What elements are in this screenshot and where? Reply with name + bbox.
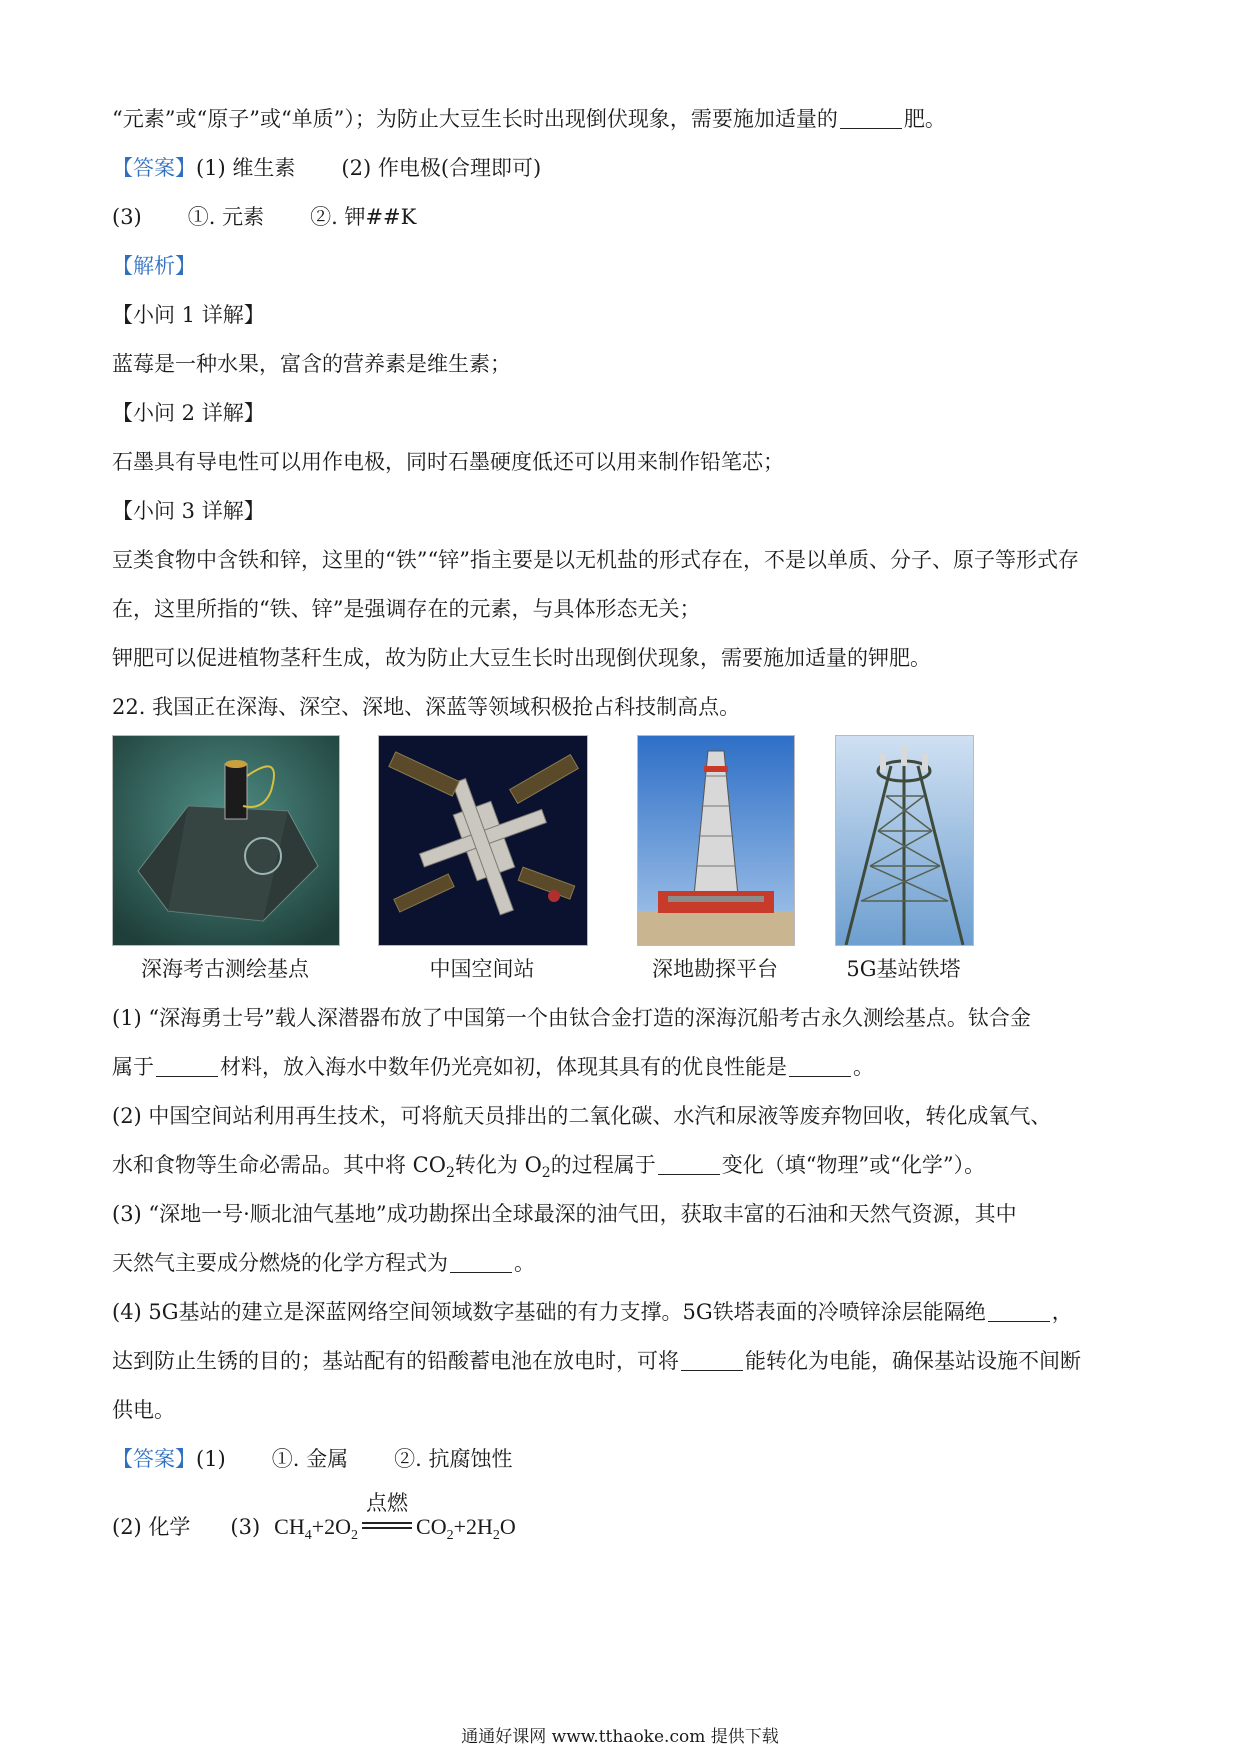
- answer21-part2: (2) 作电极(合理即可): [341, 156, 542, 180]
- prev-question-line: [112, 104, 946, 134]
- answer-blank: [681, 1350, 743, 1371]
- answer22-part1-label: (1): [196, 1447, 226, 1471]
- q1-detail-text: 蓝莓是一种水果，富含的营养素是维生素；: [112, 352, 511, 376]
- answer-blank: [450, 1252, 512, 1273]
- q22-p3-text-b: 。: [514, 1251, 535, 1275]
- reaction-arrow: [360, 1491, 414, 1540]
- q22-p2-text-b: 转化为 O: [454, 1153, 542, 1177]
- q22-p1-line2: [112, 1052, 874, 1082]
- analysis-tag: 【解析】: [112, 254, 196, 278]
- q22-p4-line2: [112, 1346, 1081, 1376]
- answer21-part3-label: (3): [112, 205, 142, 229]
- eq-term: CH: [274, 1514, 305, 1539]
- answer-tag: 【答案】: [112, 1447, 196, 1471]
- q22-p2-text-c: 的过程属于: [550, 1153, 656, 1177]
- prev-question-end: 肥。: [903, 107, 946, 131]
- space-station-image: [378, 735, 588, 946]
- answer-blank: [156, 1056, 218, 1077]
- eq-term: +2O: [311, 1514, 352, 1539]
- q3-detail-text3: 钾肥可以促进植物茎秆生成，故为防止大豆生长时出现倒伏现象，需要施加适量的钾肥。: [112, 646, 931, 670]
- q22-p4-text-c: 达到防止生锈的目的；基站配有的铅酸蓄电池在放电时，可将: [112, 1349, 679, 1373]
- answer22-part1-a: ①. 金属: [271, 1447, 349, 1471]
- answer21-part3-b: ②. 钾##K: [310, 205, 417, 229]
- answer22-part2: (2) 化学: [112, 1515, 191, 1539]
- q22-p4-line1: [112, 1297, 1073, 1327]
- chemical-equation: [274, 1491, 516, 1543]
- q22-p1-text-c: 。: [853, 1055, 874, 1079]
- subscript: 4: [304, 1528, 312, 1543]
- caption-deep-sea: 深海考古测绘基点: [141, 957, 309, 981]
- answer22-line2: [112, 1491, 516, 1553]
- q2-detail-text: 石墨具有导电性可以用作电极，同时石墨硬度低还可以用来制作铅笔芯；: [112, 450, 784, 474]
- answer21-part1: (1) 维生素: [196, 156, 296, 180]
- answer-blank: [988, 1301, 1050, 1322]
- q22-p2-line2: [112, 1150, 985, 1188]
- caption-space-station: 中国空间站: [429, 957, 535, 981]
- q22-p4-text-a: (4) 5G基站的建立是深蓝网络空间领域数字基础的有力支撑。5G铁塔表面的冷喷锌涂层能隔绝: [112, 1300, 986, 1324]
- subscript: 2: [492, 1528, 500, 1543]
- subscript: 2: [351, 1528, 359, 1543]
- subscript: 2: [445, 1165, 455, 1181]
- answer-blank: [789, 1056, 851, 1077]
- answer21-line1: [112, 153, 541, 183]
- q22-p2-line1: (2) 中国空间站利用再生技术，可将航天员排出的二氧化碳、水汽和尿液等废弃物回收，转化成氧气、: [112, 1104, 1052, 1128]
- q22-p1-text-b: 材料，放入海水中数年仍光亮如初，体现其具有的优良性能是: [220, 1055, 787, 1079]
- eq-term: CO: [416, 1514, 447, 1539]
- answer-blank: [658, 1154, 720, 1175]
- subscript: 2: [541, 1165, 551, 1181]
- answer21-line2: [112, 202, 416, 232]
- q22-p1-line1: (1) “深海勇士号”载人深潜器布放了中国第一个由钛合金打造的深海沉船考古永久测绘基点。钛合金: [112, 1006, 1031, 1030]
- q22-p2-text-a: 水和食物等生命必需品。其中将 CO: [112, 1153, 446, 1177]
- answer22-line1: [112, 1444, 512, 1474]
- eq-term: +2H: [453, 1514, 493, 1539]
- q3-detail-text1: 豆类食物中含铁和锌，这里的“铁”“锌”指主要是以无机盐的形式存在，不是以单质、分子、原子等形式存: [112, 548, 1079, 572]
- caption-deep-earth: 深地勘探平台: [652, 957, 778, 981]
- q3-detail-text2: 在，这里所指的“铁、锌”是强调存在的元素，与具体形态无关；: [112, 597, 701, 621]
- q22-p3-line1: (3) “深地一号·顺北油气基地”成功勘探出全球最深的油气田，获取丰富的石油和天然气资源，其中: [112, 1202, 1017, 1226]
- caption-5g-tower: 5G基站铁塔: [846, 957, 961, 981]
- q22-p1-text-a: 属于: [112, 1055, 154, 1079]
- answer-tag: 【答案】: [112, 156, 196, 180]
- q2-detail-title: 【小问 2 详解】: [112, 401, 265, 425]
- prev-question-text: “元素”或“原子”或“单质”）；为防止大豆生长时出现倒伏现象，需要施加适量的: [112, 107, 838, 131]
- page-footer: 通通好课网 www.tthaoke.com 提供下载: [461, 1727, 779, 1747]
- deep-sea-survey-marker-image: [112, 735, 340, 946]
- deep-drilling-platform-image: [637, 735, 795, 946]
- answer22-part3-label: (3): [230, 1515, 261, 1539]
- q22-p4-line3: 供电。: [112, 1398, 175, 1422]
- answer22-part1-b: ②. 抗腐蚀性: [394, 1447, 513, 1471]
- q1-detail-title: 【小问 1 详解】: [112, 303, 265, 327]
- eq-term: O: [499, 1514, 516, 1539]
- q22-p4-text-b: ，: [1051, 1300, 1073, 1324]
- q3-detail-title: 【小问 3 详解】: [112, 499, 265, 523]
- 5g-tower-image: [835, 735, 974, 946]
- q22-p4-text-d: 能转化为电能，确保基站设施不间断: [745, 1349, 1081, 1373]
- q22-stem: 22. 我国正在深海、深空、深地、深蓝等领域积极抢占科技制高点。: [112, 695, 741, 719]
- q22-p3-text-a: 天然气主要成分燃烧的化学方程式为: [112, 1251, 448, 1275]
- answer-blank: [840, 108, 902, 129]
- q22-p3-line2: [112, 1248, 535, 1278]
- q22-p2-text-d: 变化（填“物理”或“化学”）。: [721, 1153, 986, 1177]
- subscript: 2: [446, 1528, 454, 1543]
- reaction-condition: 点燃: [366, 1491, 409, 1515]
- answer21-part3-a: ①. 元素: [187, 205, 265, 229]
